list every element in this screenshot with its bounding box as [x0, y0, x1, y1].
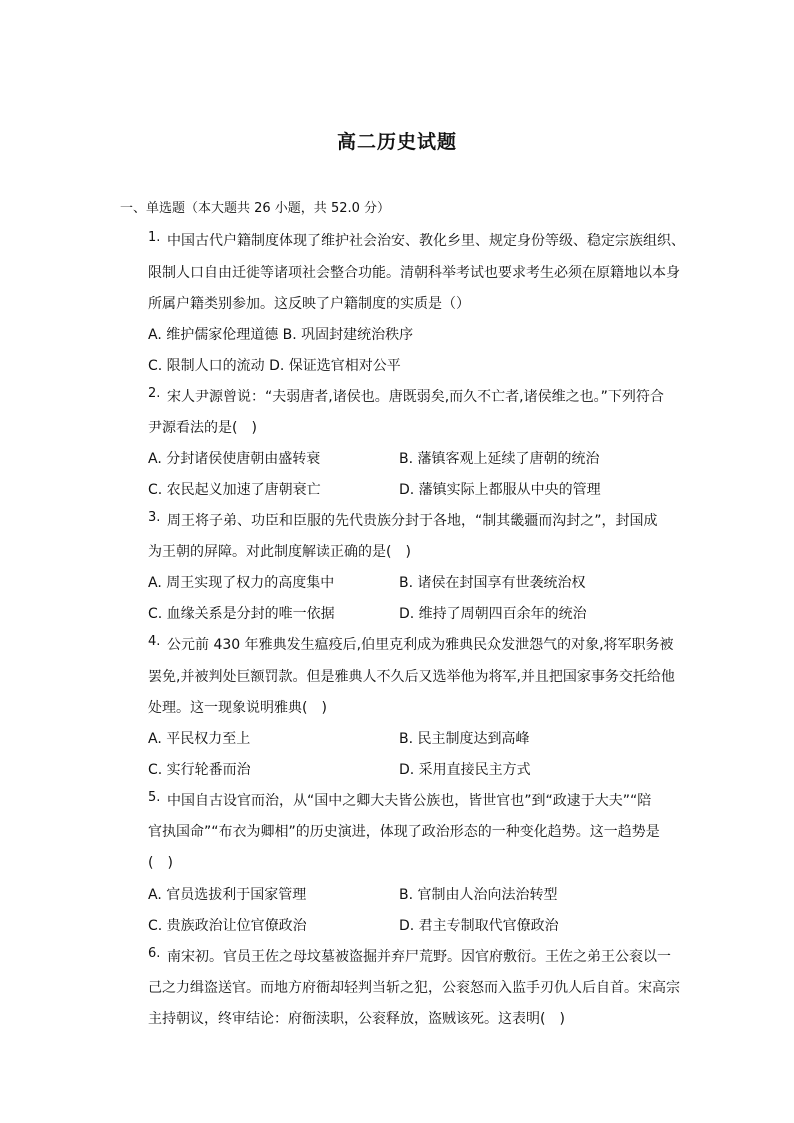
- option-d: D. 君主专制取代官僚政治: [399, 918, 559, 934]
- question-text-line: 中国自古设官而治，从“国中之卿大夫皆公族也，皆世官也”到“政逮于大夫”“陪: [167, 793, 652, 809]
- option-c: C. 实行轮番而治: [148, 762, 251, 778]
- section-heading: 一、单选题（本大题共 26 小题，共 52.0 分）: [120, 201, 391, 216]
- option-c: C. 血缘关系是分封的唯一依据: [148, 606, 335, 622]
- question-number: 4.: [148, 634, 161, 649]
- option-a: A. 官员选拔利于国家管理: [148, 887, 307, 903]
- option-a: A. 周王实现了权力的高度集中: [148, 575, 335, 591]
- question-number: 1.: [148, 230, 161, 245]
- question-text-line: 尹源看法的是( ): [148, 420, 257, 436]
- option-a: A. 平民权力至上: [148, 731, 251, 747]
- question-text-line: 周王将子弟、功臣和臣服的先代贵族分封于各地，“制其畿疆而沟封之”，封国成: [167, 513, 658, 529]
- question-text-line: 主持朝议，终审结论：府衙渎职，公衮释放，盗贼该死。这表明( ): [148, 1011, 565, 1027]
- option-b: B. 诸侯在封国享有世袭统治权: [399, 575, 586, 591]
- question-text-line: ( ): [148, 855, 173, 871]
- question-text-line: 为王朝的屏障。对此制度解读正确的是( ): [148, 544, 411, 560]
- question-text-line: 所属户籍类别参加。这反映了户籍制度的实质是（）: [148, 296, 470, 312]
- option-c: C. 农民起义加速了唐朝衰亡: [148, 482, 321, 498]
- question-text-line: 官执国命”“布衣为卿相”的历史演进，体现了政治形态的一种变化趋势。这一趋势是: [148, 824, 660, 840]
- option-d: D. 采用直接民主方式: [399, 762, 531, 778]
- question-text-line: 南宋初。官员王佐之母坟墓被盗掘并弃尸荒野。因官府敷衍。王佐之弟王公衮以一: [167, 949, 671, 965]
- question-number: 3.: [148, 510, 161, 525]
- question-number: 5.: [148, 790, 161, 805]
- option-b: B. 官制由人治向法治转型: [399, 887, 558, 903]
- option-c: C. 贵族政治让位官僚政治: [148, 918, 307, 934]
- question-text-line: 处理。这一现象说明雅典( ): [148, 700, 327, 716]
- question-text-line: 罢免,并被判处巨额罚款。但是雅典人不久后又选举他为将军,并且把国家事务交托给他: [148, 669, 675, 685]
- page-title: 高二历史试题: [336, 131, 457, 153]
- option-a: A. 分封诸侯使唐朝由盛转衰: [148, 451, 321, 467]
- question-number: 2.: [148, 386, 161, 401]
- question-text-line: 限制人口自由迁徙等诸项社会整合功能。清朝科举考试也要求考生必须在原籍地以本身: [148, 265, 680, 281]
- option-b: B. 藩镇客观上延续了唐朝的统治: [399, 451, 600, 467]
- option-b: B. 民主制度达到高峰: [399, 731, 530, 747]
- question-number: 6.: [148, 946, 161, 961]
- option-line: C. 限制人口的流动 D. 保证选官相对公平: [148, 358, 401, 374]
- question-text-line: 己之力缉盗送官。而地方府衙却轻判当斩之犯，公衮怒而入监手刃仇人后自首。宋高宗: [148, 980, 680, 996]
- question-text-line: 公元前 430 年雅典发生瘟疫后,伯里克利成为雅典民众发泄怨气的对象,将军职务被: [167, 637, 674, 653]
- option-line: A. 维护儒家伦理道德 B. 巩固封建统治秩序: [148, 327, 414, 343]
- option-d: D. 维持了周朝四百余年的统治: [399, 606, 587, 622]
- question-text-line: 宋人尹源曾说：“夫弱唐者,诸侯也。唐既弱矣,而久不亡者,诸侯维之也。”下列符合: [167, 389, 664, 405]
- question-text-line: 中国古代户籍制度体现了维护社会治安、教化乡里、规定身份等级、稳定宗族组织、: [167, 233, 685, 249]
- option-d: D. 藩镇实际上都服从中央的管理: [399, 482, 601, 498]
